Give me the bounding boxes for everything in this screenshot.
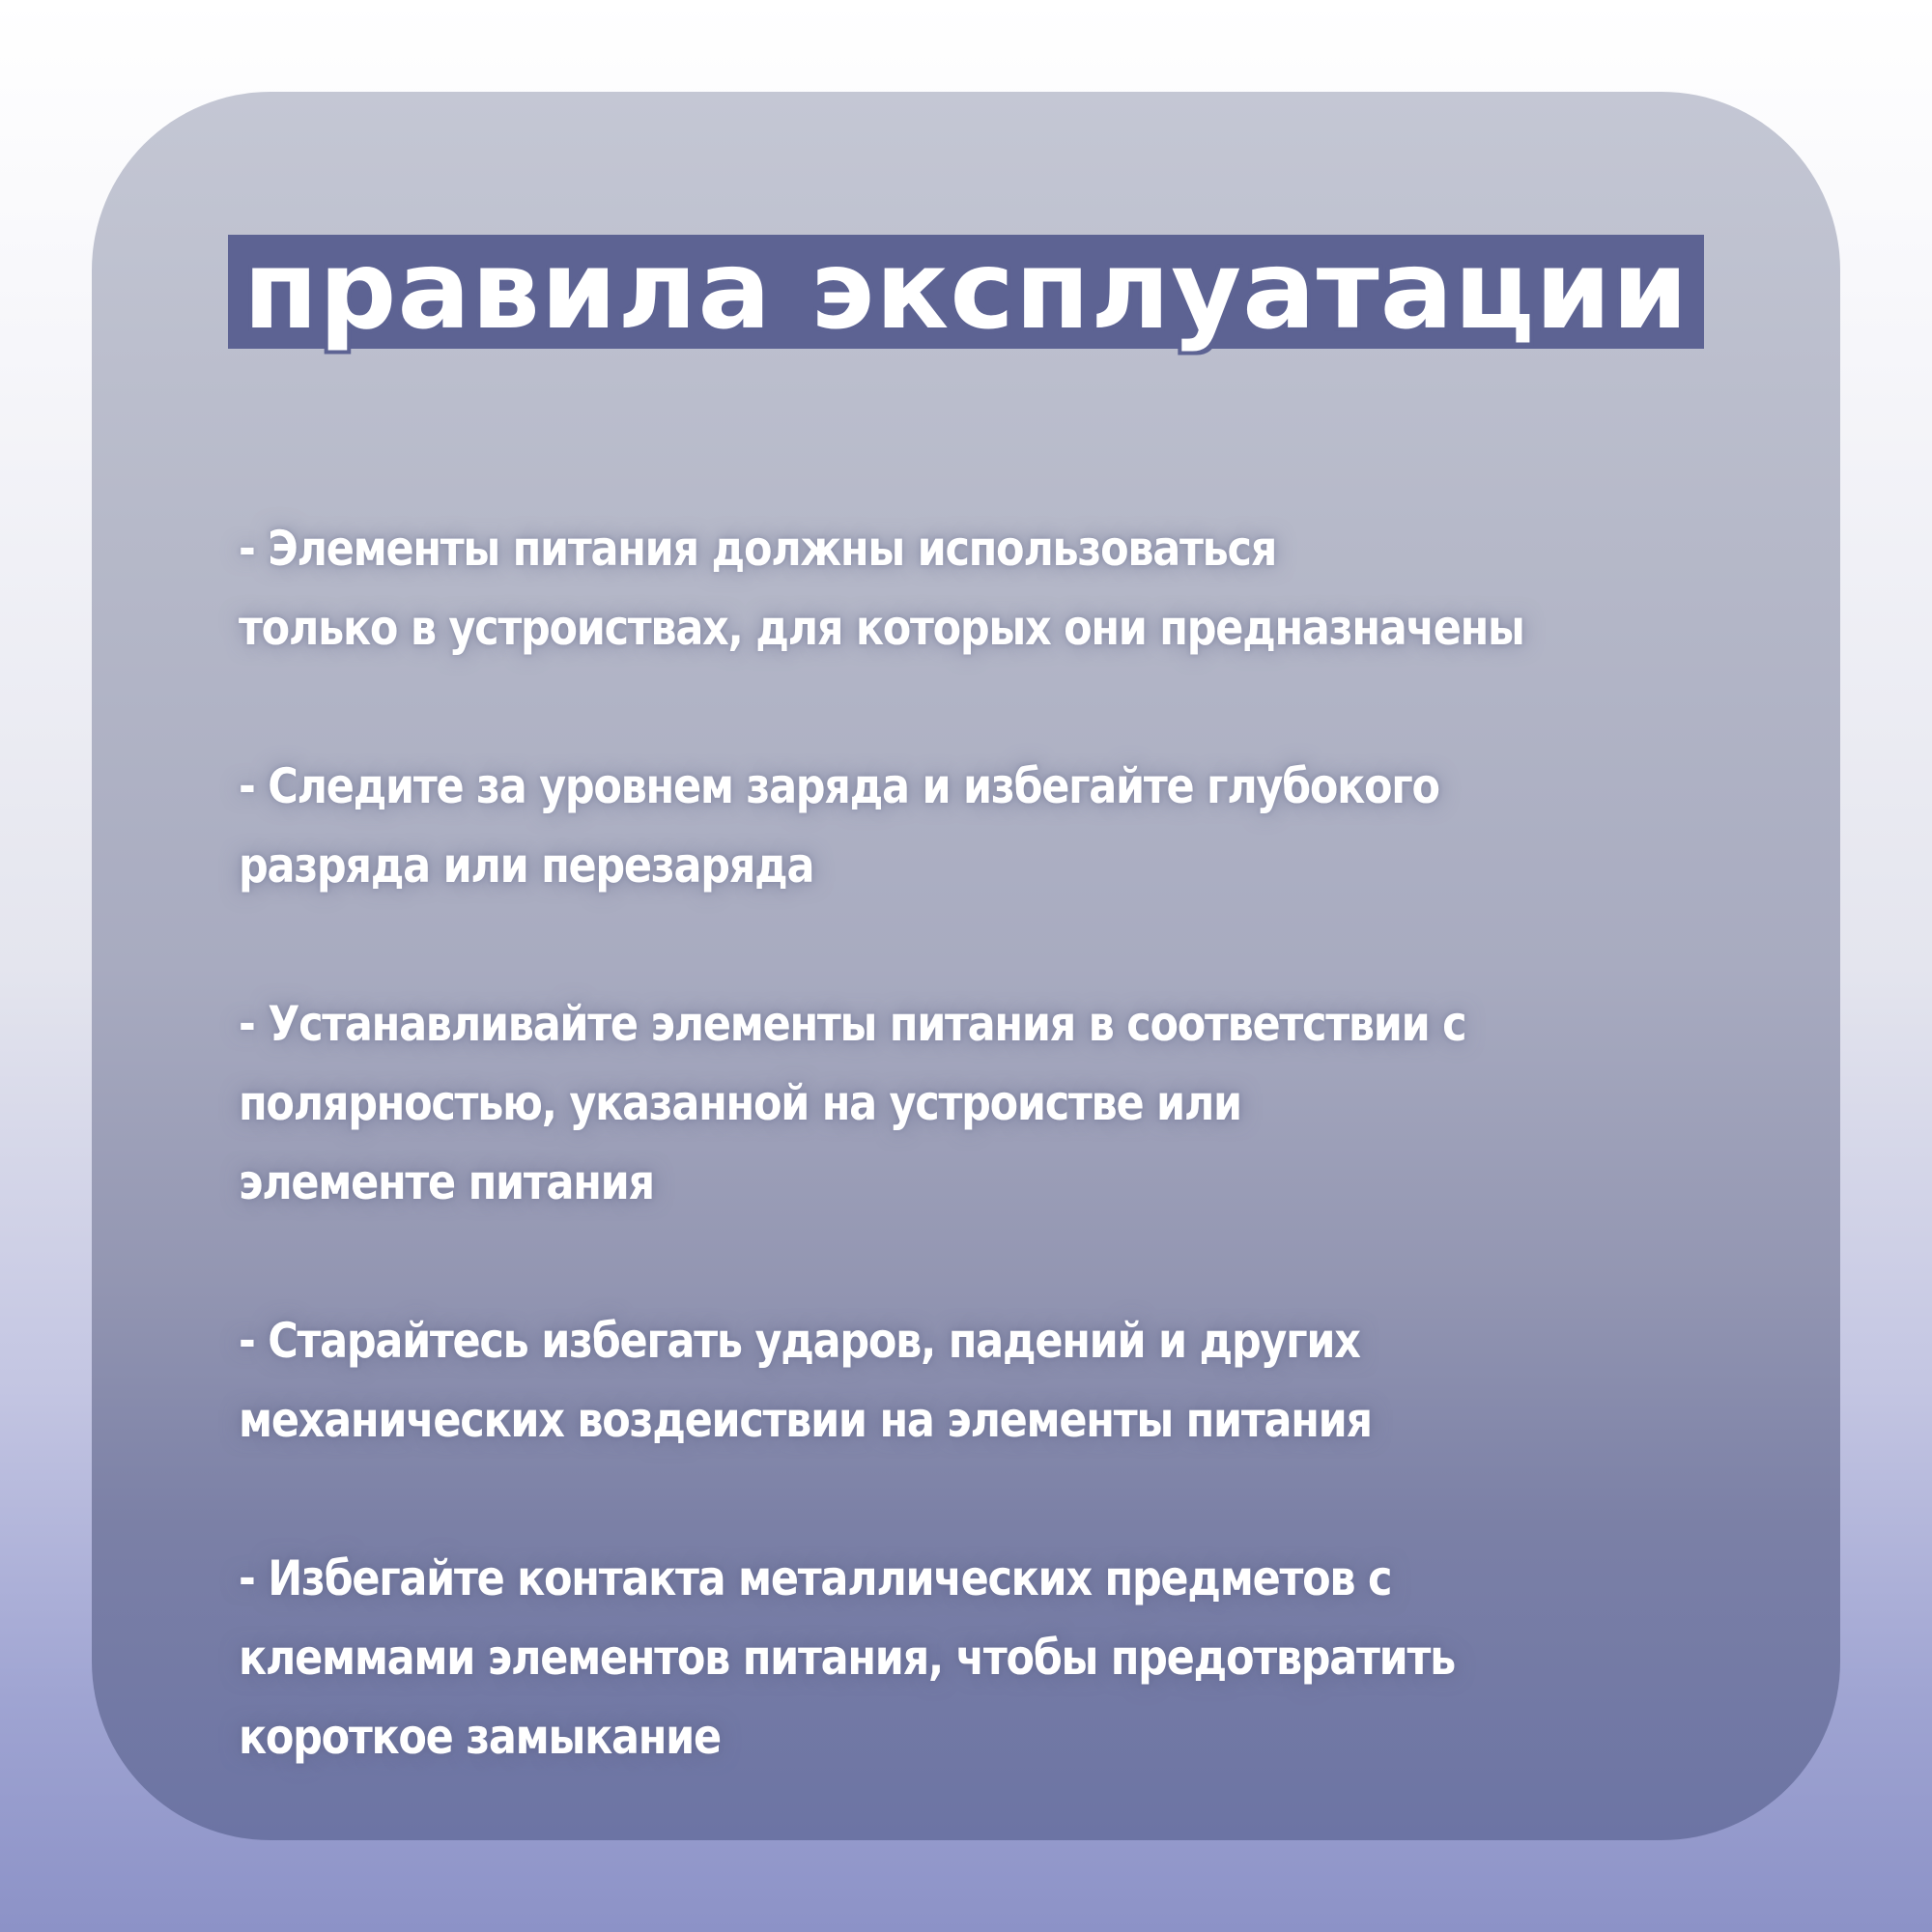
rule-line: полярностью, указанной на устроистве или: [239, 1075, 1241, 1131]
page-title: правила эксплуатации: [228, 235, 1704, 349]
rule-item-5: [239, 1539, 1584, 1776]
rule-line: разряда или перезаряда: [239, 838, 814, 894]
rule-line: - Следите за уровнем заряда и избегайте глубокого: [239, 758, 1439, 814]
rule-line: элементе питания: [239, 1154, 654, 1210]
rule-item-1: [239, 509, 1584, 668]
rule-line: только в устроиствах, для которых они предназначены: [239, 600, 1524, 656]
rule-line: механических воздеиствии на элементы питания: [239, 1392, 1372, 1448]
rule-line: - Старайтесь избегать ударов, падений и других: [239, 1313, 1360, 1369]
rules-list: [239, 509, 1804, 1840]
info-card: [92, 92, 1840, 1840]
rule-item-3: [239, 984, 1584, 1222]
rule-line: короткое замыкание: [239, 1709, 721, 1765]
rule-item-2: [239, 747, 1584, 905]
rule-line: клеммами элементов питания, чтобы предотвратить: [239, 1630, 1455, 1686]
rule-line: - Избегайте контакта металлических предметов с: [239, 1550, 1392, 1606]
rule-item-4: [239, 1301, 1584, 1460]
rule-line: - Элементы питания должны использоваться: [239, 521, 1277, 577]
rule-line: - Устанавливайте элементы питания в соответствии с: [239, 996, 1466, 1052]
title-wrap: [92, 228, 1840, 354]
